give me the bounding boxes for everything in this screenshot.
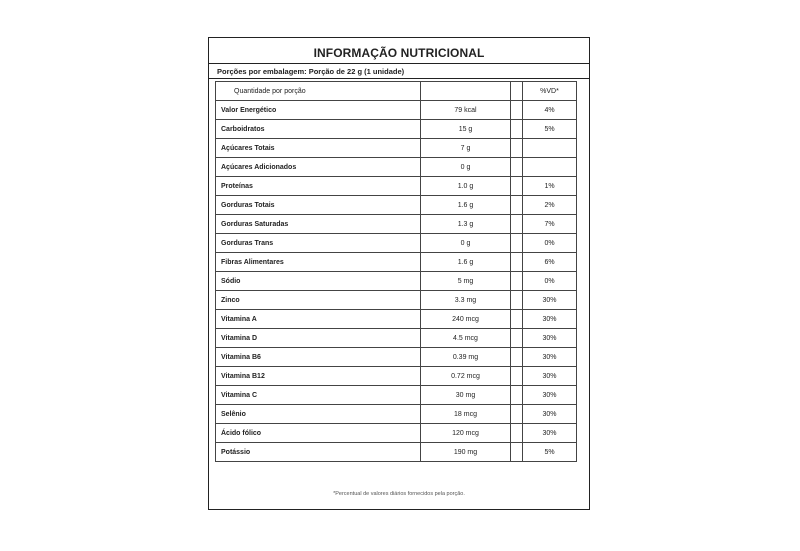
nutrient-name: Potássio bbox=[216, 443, 421, 462]
nutrient-dv: 30% bbox=[523, 367, 577, 386]
servings-divider bbox=[209, 78, 589, 79]
nutrient-dv: 30% bbox=[523, 386, 577, 405]
nutrient-amount: 0.39 mg bbox=[421, 348, 511, 367]
nutrient-name: Carboidratos bbox=[216, 120, 421, 139]
nutrient-name: Selênio bbox=[216, 405, 421, 424]
nutrient-dv: 30% bbox=[523, 329, 577, 348]
table-header-row bbox=[216, 82, 577, 101]
nutrient-amount: 1.0 g bbox=[421, 177, 511, 196]
panel-title: INFORMAÇÃO NUTRICIONAL bbox=[313, 46, 485, 60]
nutrient-amount: 190 mg bbox=[421, 443, 511, 462]
table-row bbox=[216, 196, 577, 215]
row-gap-cell bbox=[511, 348, 523, 367]
row-gap-cell bbox=[511, 310, 523, 329]
row-gap-cell bbox=[511, 272, 523, 291]
nutrient-amount: 120 mcg bbox=[421, 424, 511, 443]
nutrient-name: Sódio bbox=[216, 272, 421, 291]
nutrient-dv: 30% bbox=[523, 310, 577, 329]
row-gap-cell bbox=[511, 196, 523, 215]
nutrient-amount: 18 mcg bbox=[421, 405, 511, 424]
table-row bbox=[216, 272, 577, 291]
nutrient-dv: 0% bbox=[523, 272, 577, 291]
table-row bbox=[216, 101, 577, 120]
nutrient-amount: 240 mcg bbox=[421, 310, 511, 329]
table-row bbox=[216, 424, 577, 443]
nutrient-amount: 0.72 mcg bbox=[421, 367, 511, 386]
row-gap-cell bbox=[511, 158, 523, 177]
nutrient-dv: 30% bbox=[523, 348, 577, 367]
nutrient-dv: 4% bbox=[523, 101, 577, 120]
nutrient-name: Vitamina B6 bbox=[216, 348, 421, 367]
nutrient-dv: 6% bbox=[523, 253, 577, 272]
table-row bbox=[216, 158, 577, 177]
table-row bbox=[216, 234, 577, 253]
nutrient-amount: 15 g bbox=[421, 120, 511, 139]
title-divider bbox=[209, 63, 589, 64]
nutrient-name: Valor Energético bbox=[216, 101, 421, 120]
nutrient-amount: 1.3 g bbox=[421, 215, 511, 234]
nutrient-name: Gorduras Totais bbox=[216, 196, 421, 215]
row-gap-cell bbox=[511, 367, 523, 386]
header-dv: %VD* bbox=[523, 82, 577, 101]
nutrient-name: Vitamina C bbox=[216, 386, 421, 405]
row-gap-cell bbox=[511, 443, 523, 462]
nutrient-amount: 0 g bbox=[421, 234, 511, 253]
footnote: *Percentual de valores diários fornecidos pela porção. bbox=[333, 491, 465, 497]
table-row bbox=[216, 310, 577, 329]
table-row bbox=[216, 367, 577, 386]
table-row bbox=[216, 291, 577, 310]
nutrient-amount: 1.6 g bbox=[421, 253, 511, 272]
nutrient-dv: 7% bbox=[523, 215, 577, 234]
nutrient-name: Açúcares Adicionados bbox=[216, 158, 421, 177]
nutrition-facts-panel bbox=[208, 37, 590, 510]
row-gap-cell bbox=[511, 405, 523, 424]
table-row bbox=[216, 139, 577, 158]
header-quantity: Quantidade por porção bbox=[216, 82, 421, 101]
servings-info: Porções por embalagem: Porção de 22 g (1 unidade) bbox=[217, 67, 405, 76]
row-gap-cell bbox=[511, 329, 523, 348]
table-row bbox=[216, 386, 577, 405]
nutrient-name: Ácido fólico bbox=[216, 424, 421, 443]
row-gap-cell bbox=[511, 253, 523, 272]
nutrient-dv bbox=[523, 139, 577, 158]
table-row bbox=[216, 405, 577, 424]
table-row bbox=[216, 253, 577, 272]
nutrient-dv bbox=[523, 158, 577, 177]
row-gap-cell bbox=[511, 101, 523, 120]
nutrient-name: Gorduras Saturadas bbox=[216, 215, 421, 234]
nutrient-name: Zinco bbox=[216, 291, 421, 310]
nutrient-dv: 5% bbox=[523, 120, 577, 139]
table-row bbox=[216, 348, 577, 367]
nutrient-amount: 4.5 mcg bbox=[421, 329, 511, 348]
nutrient-name: Vitamina B12 bbox=[216, 367, 421, 386]
table-row bbox=[216, 177, 577, 196]
nutrient-dv: 0% bbox=[523, 234, 577, 253]
nutrient-dv: 2% bbox=[523, 196, 577, 215]
row-gap-cell bbox=[511, 424, 523, 443]
row-gap-cell bbox=[511, 215, 523, 234]
table-row bbox=[216, 329, 577, 348]
table-row bbox=[216, 215, 577, 234]
row-gap-cell bbox=[511, 291, 523, 310]
nutrient-amount: 0 g bbox=[421, 158, 511, 177]
nutrient-amount: 5 mg bbox=[421, 272, 511, 291]
nutrient-name: Proteínas bbox=[216, 177, 421, 196]
nutrient-name: Gorduras Trans bbox=[216, 234, 421, 253]
nutrient-dv: 30% bbox=[523, 424, 577, 443]
nutrient-name: Açúcares Totais bbox=[216, 139, 421, 158]
nutrient-name: Vitamina D bbox=[216, 329, 421, 348]
row-gap-cell bbox=[511, 234, 523, 253]
nutrient-dv: 5% bbox=[523, 443, 577, 462]
table-row bbox=[216, 443, 577, 462]
nutrition-table bbox=[215, 81, 577, 462]
table-row bbox=[216, 120, 577, 139]
nutrient-amount: 7 g bbox=[421, 139, 511, 158]
nutrient-amount: 3.3 mg bbox=[421, 291, 511, 310]
row-gap-cell bbox=[511, 386, 523, 405]
nutrient-name: Vitamina A bbox=[216, 310, 421, 329]
row-gap-cell bbox=[511, 177, 523, 196]
header-amount bbox=[421, 82, 511, 101]
nutrient-name: Fibras Alimentares bbox=[216, 253, 421, 272]
row-gap-cell bbox=[511, 139, 523, 158]
nutrient-dv: 30% bbox=[523, 405, 577, 424]
row-gap-cell bbox=[511, 120, 523, 139]
nutrient-amount: 1.6 g bbox=[421, 196, 511, 215]
nutrient-amount: 30 mg bbox=[421, 386, 511, 405]
nutrient-dv: 1% bbox=[523, 177, 577, 196]
nutrient-amount: 79 kcal bbox=[421, 101, 511, 120]
nutrient-dv: 30% bbox=[523, 291, 577, 310]
header-gap bbox=[511, 82, 523, 101]
